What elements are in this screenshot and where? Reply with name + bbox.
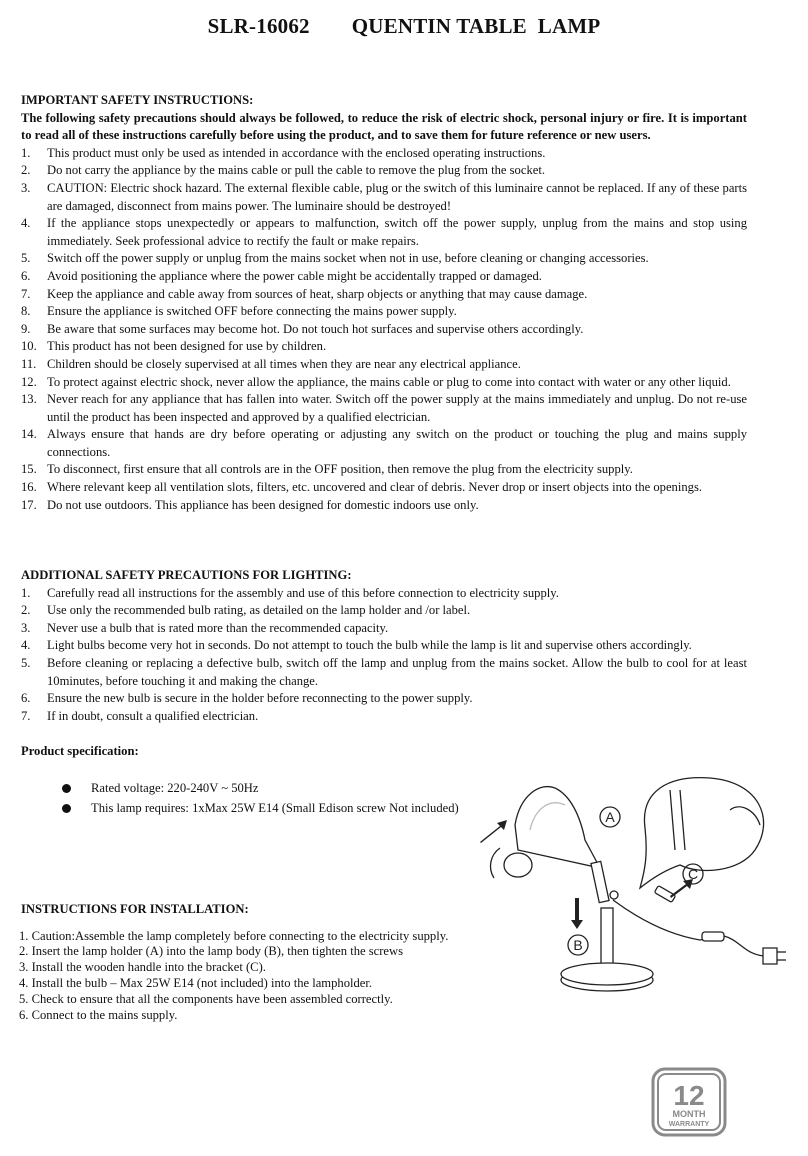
lighting-section: [21, 567, 747, 725]
installation-step: 1. Caution:Assemble the lamp completely before connecting to the electricity supply.: [19, 928, 449, 943]
arrow-up-right-icon: [480, 820, 507, 843]
plug-icon: [763, 948, 777, 964]
lighting-item: 4. Light bulbs become very hot in seconds. Do not attempt to touch the bulb while the lamp is lit and supervise others accordingly.: [21, 638, 692, 653]
label-b: B: [573, 937, 583, 953]
lighting-item: 5. Before cleaning or replacing a defective bulb, switch off the lamp and unplug from the mains socket. Allow the bulb to cool for at least 10minutes, before touching it and making the change.: [21, 655, 747, 688]
safety-item: 2. Do not carry the appliance by the mains cable or pull the cable to remove the plug from the socket.: [21, 163, 545, 178]
safety-item: 4. If the appliance stops unexpectedly or appears to malfunction, switch off the power supply, unplug from the mains and stop using immediately. Seek professional advice to rectify the fault or make repairs.: [21, 216, 747, 248]
lighting-item: 3. Never use a bulb that is rated more than the recommended capacity.: [21, 620, 389, 635]
page-title: [0, 14, 808, 39]
safety-item: 15. To disconnect, first ensure that all controls are in the OFF position, then remove the plug from the electricity supply.: [21, 462, 633, 477]
safety-item: 1. This product must only be used as intended in accordance with the enclosed operating instructions.: [21, 145, 546, 160]
safety-list: [21, 145, 747, 514]
bullet-icon: [62, 804, 71, 813]
installation-heading: INSTRUCTIONS FOR INSTALLATION:: [21, 902, 249, 916]
installation-list: [19, 929, 481, 1024]
spec-heading: Product specification:: [21, 744, 139, 758]
bullet-icon: [62, 784, 71, 793]
warranty-month: MONTH: [672, 1109, 706, 1119]
installation-section: [21, 901, 481, 1023]
warranty-number: 12: [673, 1080, 705, 1111]
safety-item: 8. Ensure the appliance is switched OFF before connecting the mains power supply.: [21, 304, 457, 319]
safety-item: 6. Avoid positioning the appliance where the power cable might be accidentally trapped or damaged.: [21, 268, 542, 283]
switch-icon: [702, 932, 724, 941]
screw-icon: [610, 891, 618, 899]
spec-item: This lamp requires: 1xMax 25W E14 (Small Edison screw Not included): [21, 799, 747, 819]
product-name: QUENTIN TABLE LAMP: [351, 14, 601, 38]
safety-section: [21, 92, 747, 514]
safety-item: 5. Switch off the power supply or unplug from the mains socket when not in use, before cleaning or changing accessories.: [21, 251, 649, 266]
rotate-arrow-icon: [491, 848, 500, 878]
model-number: SLR-16062: [207, 14, 310, 38]
installation-step: 2. Insert the lamp holder (A) into the lamp body (B), then tighten the screws: [19, 944, 404, 959]
installation-step: 3. Install the wooden handle into the bracket (C).: [19, 960, 266, 975]
safety-item: 10. This product has not been designed for use by children.: [21, 339, 327, 354]
label-c: C: [687, 866, 699, 882]
lamp-assembly-diagram: [470, 770, 790, 1010]
safety-item: 16. Where relevant keep all ventilation slots, filters, etc. uncovered and clear of debris. Never drop or insert objects into the openings.: [21, 480, 702, 495]
warranty-badge: [651, 1067, 727, 1137]
safety-item: 13. Never reach for any appliance that has fallen into water. Switch off the power supply at the mains immediately and unplug. Do not re-use until the product has been inspected and approved by a qualified electrician.: [21, 392, 747, 424]
spec-item: Rated voltage: 220-240V ~ 50Hz: [21, 779, 747, 799]
lighting-item: 2. Use only the recommended bulb rating, as detailed on the lamp holder and /or label.: [21, 603, 471, 618]
bulb-icon: [504, 853, 532, 877]
safety-item: 12. To protect against electric shock, never allow the appliance, the mains cable or plug to come into contact with water or any other liquid.: [21, 374, 731, 389]
safety-item: 3. CAUTION: Electric shock hazard. The external flexible cable, plug or the switch of this luminaire cannot be replaced. If any of these parts are damaged, disconnect from mains power. The luminaire should be destroyed!: [21, 180, 747, 213]
lighting-item: 6. Ensure the new bulb is secure in the holder before reconnecting to the power supply.: [21, 691, 473, 706]
safety-heading: IMPORTANT SAFETY INSTRUCTIONS:: [21, 93, 254, 107]
safety-item: 14. Always ensure that hands are dry before operating or adjusting any switch on the product or touching the plug and mains supply connections.: [21, 427, 747, 459]
detail-callout: [640, 778, 764, 888]
safety-item: 17. Do not use outdoors. This appliance has been designed for domestic indoors use only.: [21, 497, 479, 512]
safety-item: 7. Keep the appliance and cable away from sources of heat, sharp objects or anything that may cause damage.: [21, 286, 588, 301]
wooden-handle-icon: [654, 886, 675, 903]
safety-intro: The following safety precautions should always be followed, to reduce the risk of electric shock, personal injury or fire. It is important to read all of these instructions carefully before using the product, and to save them for future reference or new users.: [21, 110, 747, 143]
label-a: A: [605, 809, 615, 825]
lighting-heading: ADDITIONAL SAFETY PRECAUTIONS FOR LIGHTING:: [21, 568, 352, 582]
safety-item: 9. Be aware that some surfaces may become hot. Do not touch hot surfaces and supervise others accordingly.: [21, 321, 584, 336]
installation-step: 5. Check to ensure that all the components have been assembled correctly.: [19, 991, 393, 1006]
installation-step: 4. Install the bulb – Max 25W E14 (not included) into the lampholder.: [19, 975, 373, 990]
warranty-label: WARRANTY: [668, 1121, 710, 1128]
lighting-item: 7. If in doubt, consult a qualified electrician.: [21, 708, 259, 723]
installation-step: 6. Connect to the mains supply.: [19, 1007, 178, 1022]
arrow-down-icon: [571, 898, 583, 929]
lighting-list: [21, 585, 747, 726]
safety-item: 11. Children should be closely supervised at all times when they are near any electrical appliance.: [21, 356, 521, 371]
lighting-item: 1. Carefully read all instructions for the assembly and use of this before connection to electricity supply.: [21, 585, 559, 600]
